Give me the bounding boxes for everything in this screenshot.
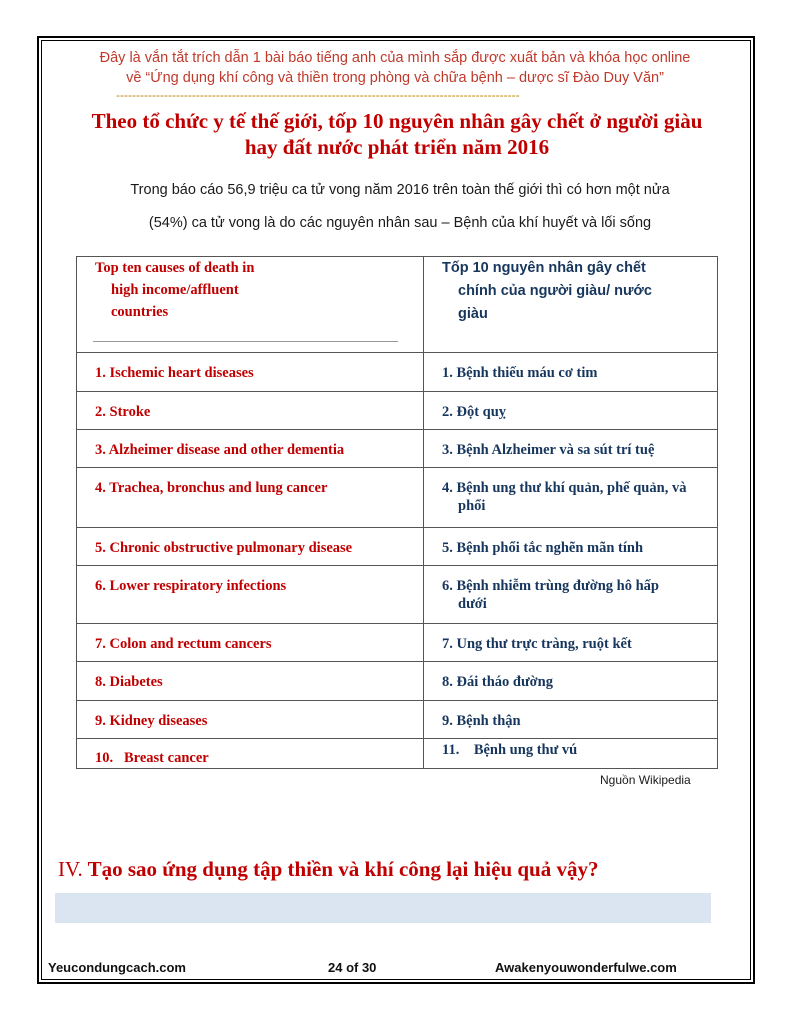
cause-vi-text: 1. Bệnh thiếu máu cơ tim xyxy=(442,365,598,381)
cause-vi xyxy=(424,528,718,566)
cause-en-text: 5. Chronic obstructive pulmonary disease xyxy=(95,540,353,556)
footer-left: Yeucondungcach.com xyxy=(48,960,186,975)
cause-vi-text xyxy=(442,566,717,613)
cause-vi xyxy=(424,566,718,624)
headline-line-2: hay đất nước phát triển năm 2016 xyxy=(244,135,550,159)
cause-en xyxy=(77,430,424,468)
cause-en xyxy=(77,353,424,392)
table-header-row xyxy=(77,257,718,353)
table-row xyxy=(77,528,718,566)
dashed-separator: ----------------------------------------------------------------------------------------------------- xyxy=(116,88,520,102)
section-number: IV. xyxy=(58,857,83,881)
intro-line-2: về “Ứng dụng khí công và thiền trong phòng và chữa bệnh – dược sĩ Đào Duy Văn” xyxy=(126,70,664,86)
cause-vi-line-2: phổi xyxy=(458,498,486,514)
headline xyxy=(52,108,742,160)
cause-en-text: 8. Diabetes xyxy=(95,674,163,690)
table-row xyxy=(77,392,718,430)
section-title: Tạo sao ứng dụng tập thiền và khí công lại hiệu quả vậy? xyxy=(87,857,599,881)
cause-vi xyxy=(424,430,718,468)
cause-vi-line-2: dưới xyxy=(458,596,487,612)
cause-vi-text: 2. Đột quỵ xyxy=(442,404,507,420)
summary-line-2: (54%) ca tử vong là do các nguyên nhân sau – Bệnh của khí huyết và lối sống xyxy=(148,215,652,231)
header-vi xyxy=(424,257,718,353)
cause-vi xyxy=(424,624,718,662)
cause-en xyxy=(77,739,424,769)
cause-en xyxy=(77,528,424,566)
cause-en-text: 3. Alzheimer disease and other dementia xyxy=(95,442,345,458)
table-row xyxy=(77,662,718,701)
header-vi-line-1: Tốp 10 nguyên nhân gây chết xyxy=(442,260,646,276)
cause-vi-text: 11. Bệnh ung thư vú xyxy=(442,742,578,758)
intro-line-1: Đây là vắn tắt trích dẫn 1 bài báo tiếng anh của mình sắp được xuất bản và khóa học online xyxy=(99,50,691,66)
cause-vi xyxy=(424,468,718,528)
table-row xyxy=(77,739,718,769)
cause-vi-text: 5. Bệnh phổi tắc nghẽn mãn tính xyxy=(442,540,644,556)
cause-en xyxy=(77,701,424,739)
table-row xyxy=(77,624,718,662)
header-en-line-1: Top ten causes of death in xyxy=(95,260,255,276)
cause-en-text: 9. Kidney diseases xyxy=(95,713,208,729)
cause-vi-text: 7. Ung thư trực tràng, ruột kết xyxy=(442,636,632,652)
cause-vi xyxy=(424,739,718,769)
table-row xyxy=(77,701,718,739)
cause-en xyxy=(77,468,424,528)
header-vi-line-3: giàu xyxy=(458,306,488,322)
cause-en-text: 2. Stroke xyxy=(95,404,151,420)
source-note: Nguồn Wikipedia xyxy=(600,773,691,787)
cause-en xyxy=(77,566,424,624)
cause-en-text: 6. Lower respiratory infections xyxy=(95,578,287,594)
cause-en-text: 7. Colon and rectum cancers xyxy=(95,636,272,652)
headline-line-1: Theo tổ chức y tế thế giới, tốp 10 nguyên nhân gây chết ở người giàu xyxy=(91,109,703,133)
cause-vi xyxy=(424,662,718,701)
cause-vi-text: 9. Bệnh thận xyxy=(442,713,521,729)
summary-line-1: Trong báo cáo 56,9 triệu ca tử vong năm 2016 trên toàn thế giới thì có hơn một nửa xyxy=(130,182,670,198)
cause-en xyxy=(77,392,424,430)
header-underline xyxy=(93,341,398,342)
cause-en-text: 10. Breast cancer xyxy=(95,750,209,766)
cause-vi xyxy=(424,392,718,430)
table-row xyxy=(77,353,718,392)
footer-page-number: 24 of 30 xyxy=(328,960,377,975)
table-row xyxy=(77,566,718,624)
highlight-bar xyxy=(55,893,711,923)
cause-vi-text: 3. Bệnh Alzheimer và sa sút trí tuệ xyxy=(442,442,655,458)
cause-vi-line-1: 6. Bệnh nhiễm trùng đường hô hấp xyxy=(442,578,659,594)
header-vi-line-2: chính của người giàu/ nước xyxy=(458,283,652,299)
cause-en xyxy=(77,662,424,701)
section-heading xyxy=(58,857,599,882)
cause-vi-text: 8. Đái tháo đường xyxy=(442,674,554,690)
header-en-line-3: countries xyxy=(111,304,169,320)
header-en xyxy=(77,257,424,353)
cause-vi xyxy=(424,701,718,739)
cause-en-text: 1. Ischemic heart diseases xyxy=(95,365,254,381)
cause-en-text: 4. Trachea, bronchus and lung cancer xyxy=(95,480,328,496)
causes-table xyxy=(76,256,718,769)
cause-vi xyxy=(424,353,718,392)
table-row xyxy=(77,430,718,468)
cause-vi-text xyxy=(442,468,717,515)
header-en-line-2: high income/affluent xyxy=(111,282,239,298)
cause-vi-line-1: 4. Bệnh ung thư khí quản, phế quản, và xyxy=(442,480,687,496)
table-row xyxy=(77,468,718,528)
footer-right: Awakenyouwonderfulwe.com xyxy=(495,960,677,975)
cause-en xyxy=(77,624,424,662)
